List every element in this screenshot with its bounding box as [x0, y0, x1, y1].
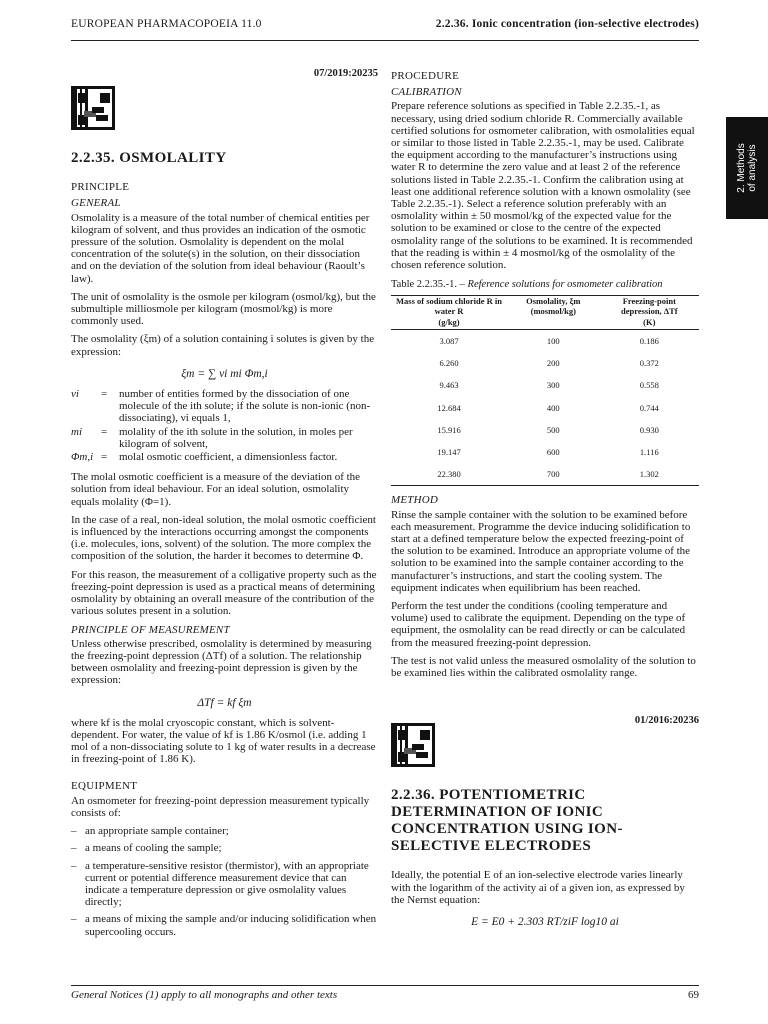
paragraph: Unless otherwise prescribed, osmolality is determined by measuring the freezing-point depression (ΔTf) of a solution. The relationship between osmolality and freezing-point depression is given by the expression:	[71, 637, 372, 687]
table-header: Mass of sodium chloride R in water R	[391, 296, 507, 318]
table-header: Freezing-point depression, ΔTf	[600, 296, 699, 318]
paragraph: The osmolality (ξm) of a solution containing i solutes is given by the expression:	[71, 333, 375, 358]
paragraph: For this reason, the measurement of a colligative property such as the freezing-point depression is used as a practical means of determining osmolality by obtaining an overall measure of the contribution of the various solutes present in a solution.	[71, 568, 377, 618]
table-row	[391, 397, 699, 419]
table-cell: 1.116	[639, 446, 659, 457]
table-cell: 400	[546, 402, 560, 413]
table-cell: 0.186	[639, 335, 659, 346]
table-cell: 300	[546, 380, 560, 391]
page-header	[71, 18, 699, 41]
paragraph: Perform the test under the conditions (cooling temperature and volume) used to calibrate the equipment. Depending on the type of equipment, the osmolality can be read directly or can be calculated from the measured freezing-point depression.	[391, 600, 686, 649]
definition-equals: =	[101, 425, 108, 438]
equipment-list	[71, 825, 378, 938]
header-right: 2.2.36. Ionic concentration (ion-selective electrodes)	[435, 18, 699, 30]
table-cell: 3.087	[439, 335, 459, 346]
definition-row	[71, 388, 378, 425]
table-row	[391, 463, 699, 486]
list-item: – a means of mixing the sample and/or inducing solidification when supercooling occurs.	[71, 913, 378, 937]
procedure-heading: PROCEDURE	[391, 70, 460, 82]
list-item: – a means of cooling the sample;	[71, 842, 378, 854]
equipment-heading: EQUIPMENT	[71, 779, 138, 792]
table-unit: (g/kg)	[391, 317, 507, 329]
paragraph: Ideally, the potential E of an ion-selective electrode varies linearly with the logarithm of the activity ai of a given ion, as expressed by the Nernst equation:	[391, 869, 685, 906]
table-cell: 0.558	[639, 380, 659, 391]
table-cell: 1.302	[600, 463, 699, 486]
section-title: 2.2.36. POTENTIOMETRIC DETERMINATION OF IONIC CONCENTRATION USING ION-SELECTIVE ELECTRODES	[391, 787, 623, 855]
reference-solutions-table	[391, 295, 699, 486]
definition-text: molal osmotic coefficient, a dimensionless factor.	[119, 451, 338, 464]
table-caption-number: Table 2.2.35.-1.	[391, 279, 458, 291]
definitions-list	[71, 388, 378, 463]
list-item: – a temperature-sensitive resistor (thermistor), with an appropriate current or potential difference measurement device that can indicate a temperature depression or give osmolality values directly;	[71, 860, 378, 909]
table-cell: 19.147	[437, 446, 461, 457]
left-column	[71, 68, 378, 943]
calibration-heading: CALIBRATION	[391, 86, 462, 99]
table-cell: 0.372	[639, 358, 659, 369]
section-tab-line2: of analysis	[747, 144, 758, 192]
table-cell: 700	[507, 463, 600, 486]
page-footer	[71, 985, 699, 1001]
table-cell: 15.916	[437, 424, 461, 435]
table-cell: 0.930	[639, 424, 659, 435]
table-cell: 9.463	[439, 380, 459, 391]
qr-code-icon	[391, 723, 435, 767]
table-unit: (K)	[600, 317, 699, 329]
table-cell: 12.684	[437, 402, 461, 413]
section-tab-line1: 2. Methods	[736, 143, 747, 193]
paragraph: The unit of osmolality is the osmole per kilogram (osmol/kg), but the submultiple milliosmole per kilogram (mosmol/kg) is more commonly used.	[71, 290, 376, 328]
qr-code-icon	[71, 86, 115, 130]
definition-equals: =	[101, 451, 108, 464]
definition-text: molality of the ith solute in the solution, in moles per kilogram of solvent,	[119, 425, 353, 450]
header-left: EUROPEAN PHARMACOPOEIA 11.0	[71, 18, 262, 30]
footer-note: General Notices (1) apply to all monographs and other texts	[71, 989, 338, 1001]
table-row	[391, 352, 699, 374]
table-cell: 100	[546, 335, 560, 346]
nernst-equation: E = E0 + 2.303 RT/ziF log10 ai	[471, 916, 619, 929]
table-cell: 600	[546, 446, 560, 457]
monograph-ref: 07/2019:20235	[313, 68, 378, 79]
freezing-point-equation: ΔTf = kf ξm	[197, 696, 252, 709]
table-header: Osmolality, ξm (mosmol/kg)	[507, 296, 600, 318]
section-tab	[726, 117, 768, 219]
principle-heading: PRINCIPLE	[71, 181, 130, 194]
table-cell: 500	[546, 424, 560, 435]
section-title: 2.2.35. OSMOLALITY	[71, 150, 227, 167]
table-unit	[507, 317, 600, 329]
definition-row	[71, 451, 378, 463]
right-column	[391, 68, 699, 936]
table-row	[391, 419, 699, 441]
paragraph: The molal osmotic coefficient is a measure of the deviation of the solution from ideal behaviour. For an ideal solution, osmolality equals molality (Φ=1).	[71, 471, 361, 508]
table-cell: 6.260	[439, 358, 459, 369]
principle-of-measurement-heading: PRINCIPLE OF MEASUREMENT	[71, 623, 230, 636]
table-caption	[391, 279, 699, 291]
table-cell: 22.380	[391, 463, 507, 486]
table-row	[391, 374, 699, 396]
definition-symbol: mi	[71, 425, 82, 438]
list-item: – an appropriate sample container;	[71, 825, 378, 837]
paragraph: Rinse the sample container with the solution to be examined before each measurement. Programme the device inducing solidification to start at a defined temperature below the expected freezing-point of the solution to be examined. Introduce an appropriate volume of the solution to be examined into the sample container according to the manufacturer’s instructions, and start the cooling system. The equipment indicates when equilibrium has been reached.	[391, 508, 691, 594]
osmolality-equation: ξm = ∑ νi mi Φm,i	[181, 367, 268, 380]
paragraph: Osmolality is a measure of the total number of chemical entities per kilogram of solvent, and thus provides an indication of the osmotic pressure of the solution. Osmolality is dependent on the molal concentration of the solute(s) in the solution, on their dissociation and on the deviation of the solution from ideal behaviour (Raoult’s law).	[71, 211, 370, 285]
table-row	[391, 329, 699, 352]
page-number: 69	[688, 989, 699, 1001]
section-tab-label	[736, 143, 758, 192]
table-cell: 200	[546, 358, 560, 369]
table-row	[391, 441, 699, 463]
definition-row	[71, 426, 378, 450]
table-caption-text: – Reference solutions for osmometer calibration	[459, 279, 663, 291]
paragraph: An osmometer for freezing-point depression measurement typically consists of:	[71, 794, 370, 819]
general-heading: GENERAL	[71, 197, 121, 210]
paragraph: Prepare reference solutions as specified in Table 2.2.35.-1, as necessary, using dried sodium chloride R. Commercially available certified solutions for osmometer calibration, with osmolalities equal or similar to those listed in Table 2.2.35.-1, may be used. Calibrate the equipment according to the manufacturer’s instructions using water R to determine the zero value and at least 2 of the reference solutions listed in Table 2.2.35.-1. Confirm the calibration using at least one additional reference solution with a known osmolality (see Table 2.2.35.-1). Select a reference solution preferably with an osmolality within ± 50 mosmol/kg of the expected value for the solution to be examined or close to the centre of the expected osmolality range of the solutions to be examined. It is recommended that the reading is within ± 4 mosmol/kg of the osmolality of the chosen reference solution.	[391, 100, 695, 272]
paragraph: In the case of a real, non-ideal solution, the molal osmotic coefficient is influenced by the interactions occurring amongst the components (i.e. molecules, ions, solvent) of the solution. The more complex the composition of the solution, the harder it becomes to determine Φ.	[71, 513, 376, 563]
paragraph: where kf is the molal cryoscopic constant, which is solvent-dependent. For water, the value of kf is 1.86 K/osmol (i.e. adding 1 mol of a non-dissociating solute to 1 kg of water results in a decrease in freezing-point of 1.86 K).	[71, 716, 376, 766]
definition-text: number of entities formed by the dissociation of one molecule of the ith solute; if the solute is non-ionic (non-dissociating), νi equals 1,	[119, 388, 371, 425]
table-cell: 0.744	[639, 402, 659, 413]
definition-symbol: νi	[71, 388, 79, 401]
paragraph: The test is not valid unless the measured osmolality of the solution to be examined lies within the calibrated osmolality range.	[391, 654, 696, 680]
definition-equals: =	[101, 388, 108, 401]
definition-symbol: Φm,i	[71, 451, 94, 464]
method-heading: METHOD	[391, 494, 439, 507]
monograph-ref: 01/2016:20236	[634, 715, 699, 727]
